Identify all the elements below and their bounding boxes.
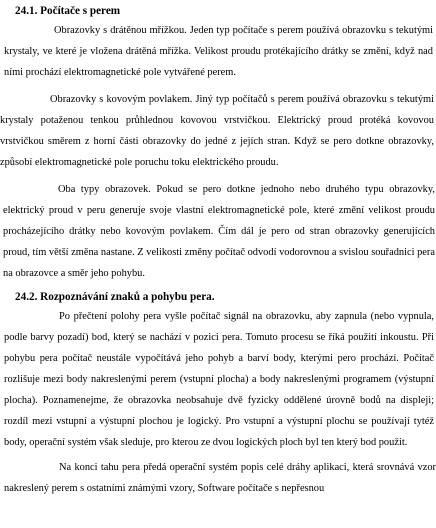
- paragraph: Po přečtení polohy pera vyšle počítač signál na obrazovku, aby zapnula (nebo vypnula, podle barvy pozadí) bod, který se nachází v pozici pera. Tomuto procesu se říká použití inkoustu. Při pohybu pera počítač neustále vypočítává jeho pohyb a barví body, kterými pero prochází. Počítač rozlišuje mezi body nakreslenými perem (vstupní plocha) a body nakreslenými programem (výstupní plocha). Poznamenejme, že obrazovka neobsahuje dvě fyzicky oddělené úrovně bodů na displeji; rozdíl mezi vstupní a výstupní plochou je logický. Pro vstupní a výstupní plochu se používají tytéž body, operační systém však sleduje, pro kterou ze dvou logických ploch byl ten který bod použit.: [4, 311, 434, 448]
- section-heading-1: 24.1. Počítače s perem: [15, 5, 121, 17]
- section-heading-2: 24.2. Rozpoznávání znaků a pohybu pera.: [15, 291, 215, 303]
- document-page: [0, 4, 436, 499]
- paragraph: Oba typy obrazovek. Pokud se pero dotkne jednoho nebo druhého typu obrazovky, elektrický proud v peru generuje svoje vlastní elektromagnetické pole, které změní velikost proudu procházejícího drátky nebo kovovým povlakem. Čím dál je pero od stran obrazovky generujících proud, tím větší změna nastane. Z velikosti změny počítač odvodí vodorovnou a svislou souřadnici pera na obrazovce a směr jeho pohybu.: [3, 184, 435, 279]
- paragraph: Obrazovky s kovovým povlakem. Jiný typ počítačů s perem používá obrazovku s tekutými krystaly potaženou tenkou průhlednou kovovou vrstvičkou. Elektrický proud protéká kovovou vrstvičkou směrem z horní části obrazovky do jedné z jejích stran. Když se pero dotkne obrazovky, způsobí elektromagnetické pole poruchu toku elektrického proudu.: [0, 94, 434, 168]
- paragraph: Na konci tahu pera předá operační systém popis celé dráhy aplikaci, která srovnává vzor nakreslený perem s ostatními známými vzory, Software počítače s nepřesnou: [4, 462, 436, 494]
- paragraph: Obrazovky s drátěnou mřížkou. Jeden typ počítače s perem používá obrazovku s tekutými krystaly, ve které je vložena drátěná mřížka. Velikost proudu protékajícího drátky se změní, když nad ními prochází elektromagnetické pole vytvářené perem.: [4, 25, 433, 78]
